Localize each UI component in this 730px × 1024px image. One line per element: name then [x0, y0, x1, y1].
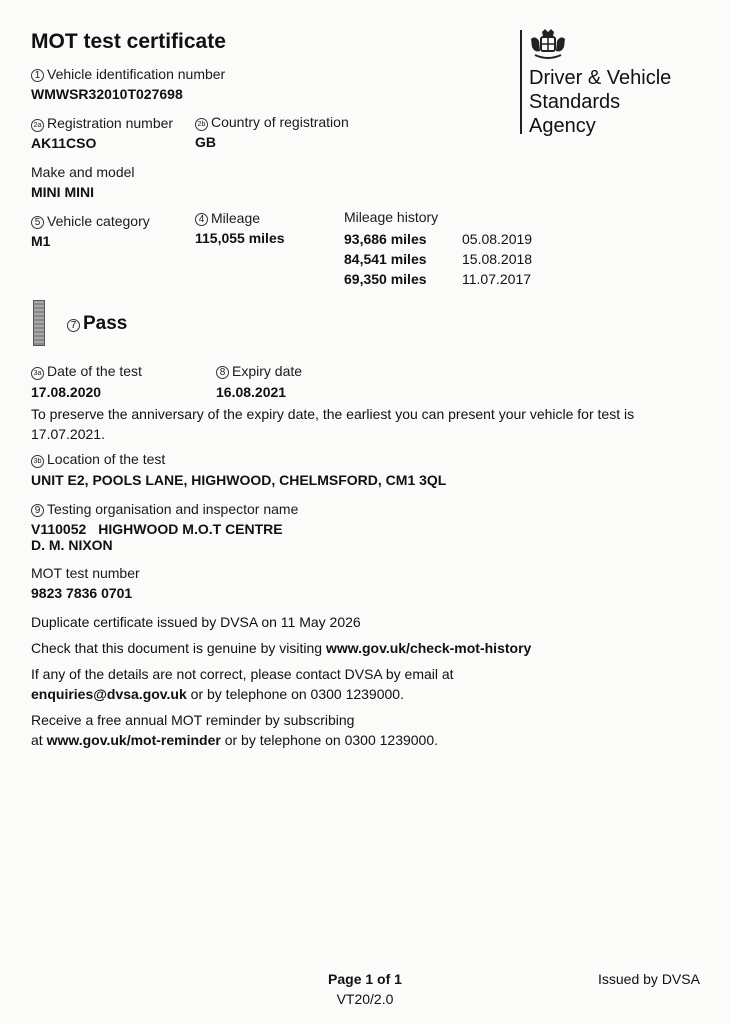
test-date-label	[31, 363, 142, 380]
test-date-value: 17.08.2020	[31, 384, 102, 400]
make-model-value: MINI MINI	[31, 184, 94, 200]
mileage-label	[195, 210, 260, 226]
agency-logo	[520, 30, 522, 134]
field-number: 1	[31, 69, 44, 82]
history-date: 15.08.2018	[462, 251, 533, 267]
genuine-note	[31, 638, 531, 658]
field-number: 3a	[31, 367, 44, 380]
organisation-value	[31, 521, 283, 553]
mileage-label-text: Mileage	[211, 210, 261, 226]
field-number: 9	[31, 504, 44, 517]
reminder-line-1: Receive a free annual MOT reminder by subscribing	[31, 712, 355, 728]
test-number-value: 9823 7836 0701	[31, 585, 133, 601]
registration-value: AK11CSO	[31, 135, 97, 151]
check-mot-history-link[interactable]: www.gov.uk/check-mot-history	[325, 640, 532, 656]
registration-label	[31, 115, 173, 132]
history-date: 05.08.2019	[462, 231, 533, 247]
anniversary-note	[31, 404, 711, 444]
reminder-prefix: at	[31, 732, 47, 748]
page-number: Page 1 of 1	[328, 971, 402, 987]
organisation-label	[31, 501, 298, 517]
list-item	[344, 249, 532, 269]
registration-label-text: Registration number	[47, 115, 174, 131]
agency-line-2: Standards	[529, 91, 621, 113]
country-value: GB	[195, 134, 216, 150]
genuine-text: Check that this document is genuine by visiting	[31, 640, 326, 656]
field-number: 4	[195, 213, 208, 226]
agency-line-3: Agency	[529, 115, 596, 137]
organisation-label-text: Testing organisation and inspector name	[47, 501, 299, 517]
result-text: Pass	[83, 313, 128, 334]
country-label-text: Country of registration	[211, 114, 349, 130]
vin-label	[31, 66, 225, 82]
field-number: 7	[67, 319, 80, 332]
make-model-label: Make and model	[31, 164, 135, 180]
expiry-value: 16.08.2021	[216, 384, 287, 400]
expiry-label-text: Expiry date	[232, 363, 303, 379]
history-miles: 93,686 miles	[344, 231, 427, 247]
category-value: M1	[31, 233, 51, 249]
category-label-text: Vehicle category	[47, 213, 150, 229]
country-label	[195, 114, 349, 131]
inspector-name: D. M. NIXON	[31, 537, 113, 553]
organisation-code: V110052	[31, 521, 87, 537]
contact-line-2: or by telephone on 0300 1239000.	[186, 686, 404, 702]
field-number: 3b	[31, 455, 44, 468]
mileage-value: 115,055 miles	[195, 230, 285, 246]
contact-note	[31, 664, 454, 704]
location-label-text: Location of the test	[47, 451, 166, 467]
field-number: 2a	[31, 119, 44, 132]
contact-line-1: If any of the details are not correct, please contact DVSA by email at	[31, 666, 454, 682]
history-miles: 84,541 miles	[344, 251, 427, 267]
test-number-label: MOT test number	[31, 565, 140, 581]
anniversary-note-line-1: To preserve the anniversary of the expiry date, the earliest you can present your vehicle for test is	[31, 406, 635, 422]
agency-line-1: Driver & Vehicle	[529, 67, 672, 89]
mileage-history-label: Mileage history	[344, 209, 439, 225]
page-title: MOT test certificate	[31, 30, 226, 53]
field-number: 2b	[195, 118, 208, 131]
location-label	[31, 451, 165, 468]
mileage-history-list	[344, 229, 532, 289]
mot-reminder-link[interactable]: www.gov.uk/mot-reminder	[46, 732, 221, 748]
category-label	[31, 213, 150, 229]
royal-crest-icon	[527, 27, 569, 63]
anniversary-note-line-2: 17.07.2021.	[31, 426, 105, 442]
history-miles: 69,350 miles	[344, 271, 427, 287]
field-number: 8	[216, 366, 229, 379]
vin-label-text: Vehicle identification number	[47, 66, 226, 82]
history-date: 11.07.2017	[462, 271, 532, 287]
form-code: VT20/2.0	[336, 991, 394, 1007]
field-number: 5	[31, 216, 44, 229]
expiry-label	[216, 363, 302, 379]
location-value: UNIT E2, POOLS LANE, HIGHWOOD, CHELMSFORD, CM1 3QL	[31, 472, 447, 488]
organisation-name: HIGHWOOD M.O.T CENTRE	[98, 521, 283, 537]
list-item	[344, 269, 532, 289]
test-result	[67, 313, 127, 335]
list-item	[344, 229, 532, 249]
reminder-suffix: or by telephone on 0300 1239000.	[220, 732, 439, 748]
contact-email-link[interactable]: enquiries@dvsa.gov.uk	[31, 686, 187, 702]
test-date-label-text: Date of the test	[47, 363, 142, 379]
agency-name	[529, 66, 671, 138]
vin-value: WMWSR32010T027698	[31, 86, 183, 102]
pass-marker	[33, 300, 45, 346]
duplicate-note: Duplicate certificate issued by DVSA on 11 May 2026	[31, 614, 361, 630]
issued-by: Issued by DVSA	[598, 971, 700, 987]
reminder-note	[31, 710, 438, 750]
